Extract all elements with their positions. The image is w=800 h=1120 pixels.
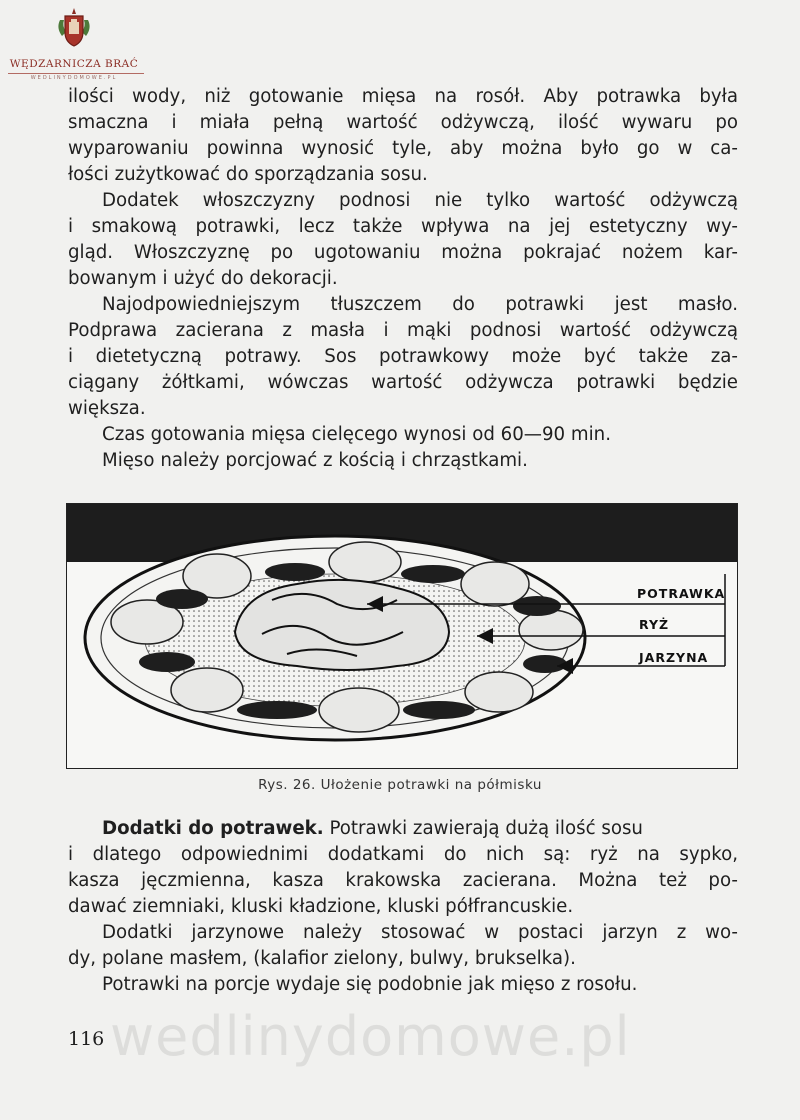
body-text-top	[68, 84, 738, 474]
paragraph-3	[68, 292, 738, 422]
text-line: Najodpowiedniejszym tłuszczem do potrawki jest masło.	[102, 294, 738, 315]
text-line: Dodatki jarzynowe należy stosować w postaci jarzyn z wo-	[102, 922, 738, 943]
figure-platter	[66, 503, 738, 769]
label-potrawka: POTRAWKA	[637, 586, 726, 601]
label-ryz: RYŻ	[639, 617, 670, 632]
text-line: Dodatek włoszczyzny podnosi nie tylko wartość odżywczą	[102, 190, 738, 211]
figure-caption: Rys. 26. Ułożenie potrawki na półmisku	[258, 777, 542, 793]
text-line: smaczna i miała pełną wartość odżywczą, ilość wywaru po	[68, 112, 738, 133]
paragraph-8: Potrawki na porcje wydaje się podobnie jak mięso z rosołu.	[102, 974, 638, 995]
paragraph-1	[68, 84, 738, 188]
paragraph-5: Mięso należy porcjować z kością i chrząstkami.	[102, 450, 528, 471]
paragraph-4: Czas gotowania mięsa cielęcego wynosi od 60—90 min.	[102, 424, 611, 445]
logo-subtitle: WEDLINYDOMOWE.PL	[30, 75, 118, 81]
text-line: i dlatego odpowiednimi dodatkami do nich są: ryż na sypko,	[68, 844, 738, 865]
paragraph-7	[68, 920, 738, 972]
watermark: wedlinydomowe.pl	[110, 1005, 631, 1068]
text-line: ciągany żółtkami, wówczas wartość odżywcza potrawki będzie	[68, 372, 738, 393]
text-line: Podprawa zacierana z masła i mąki podnosi wartość odżywczą	[68, 320, 738, 341]
text-span: Potrawki zawierają dużą ilość sosu	[323, 818, 643, 839]
text-line: dawać ziemniaki, kluski kładzione, kluski półfrancuskie.	[68, 896, 574, 917]
page-number: 116	[68, 1028, 105, 1050]
text-line: i smakową potrawki, lecz także wpływa na jej estetyczny wy-	[68, 216, 738, 237]
paragraph-2	[68, 188, 738, 292]
text-line: wyparowaniu powinna wynosić tyle, aby można było go w ca-	[68, 138, 738, 159]
site-logo	[0, 6, 148, 81]
logo-divider	[8, 73, 144, 74]
body-text-bottom	[68, 816, 738, 998]
text-line: i dietetyczną potrawy. Sos potrawkowy może być także za-	[68, 346, 738, 367]
crest-icon	[54, 6, 94, 50]
platter-illustration	[67, 504, 737, 768]
text-line: łości zużytkować do sporządzania sosu.	[68, 164, 428, 185]
text-line: kasza jęczmienna, kasza krakowska zacierana. Można też po-	[68, 870, 738, 891]
label-jarzyna: JARZYNA	[639, 650, 709, 665]
text-line: dy, polane masłem, (kalafior zielony, bulwy, brukselka).	[68, 948, 576, 969]
paragraph-heading: Dodatki do potrawek.	[102, 818, 324, 839]
text-line: bowanym i użyć do dekoracji.	[68, 268, 338, 289]
text-line: ilości wody, niż gotowanie mięsa na rosół. Aby potrawka była	[68, 86, 738, 107]
logo-name: WĘDZARNICZA BRAĆ	[9, 58, 139, 70]
text-line	[68, 816, 738, 842]
paragraph-6	[68, 816, 738, 920]
text-line: gląd. Włoszczyznę po ugotowaniu można pokrajać nożem kar-	[68, 242, 738, 263]
text-line: większa.	[68, 398, 146, 419]
